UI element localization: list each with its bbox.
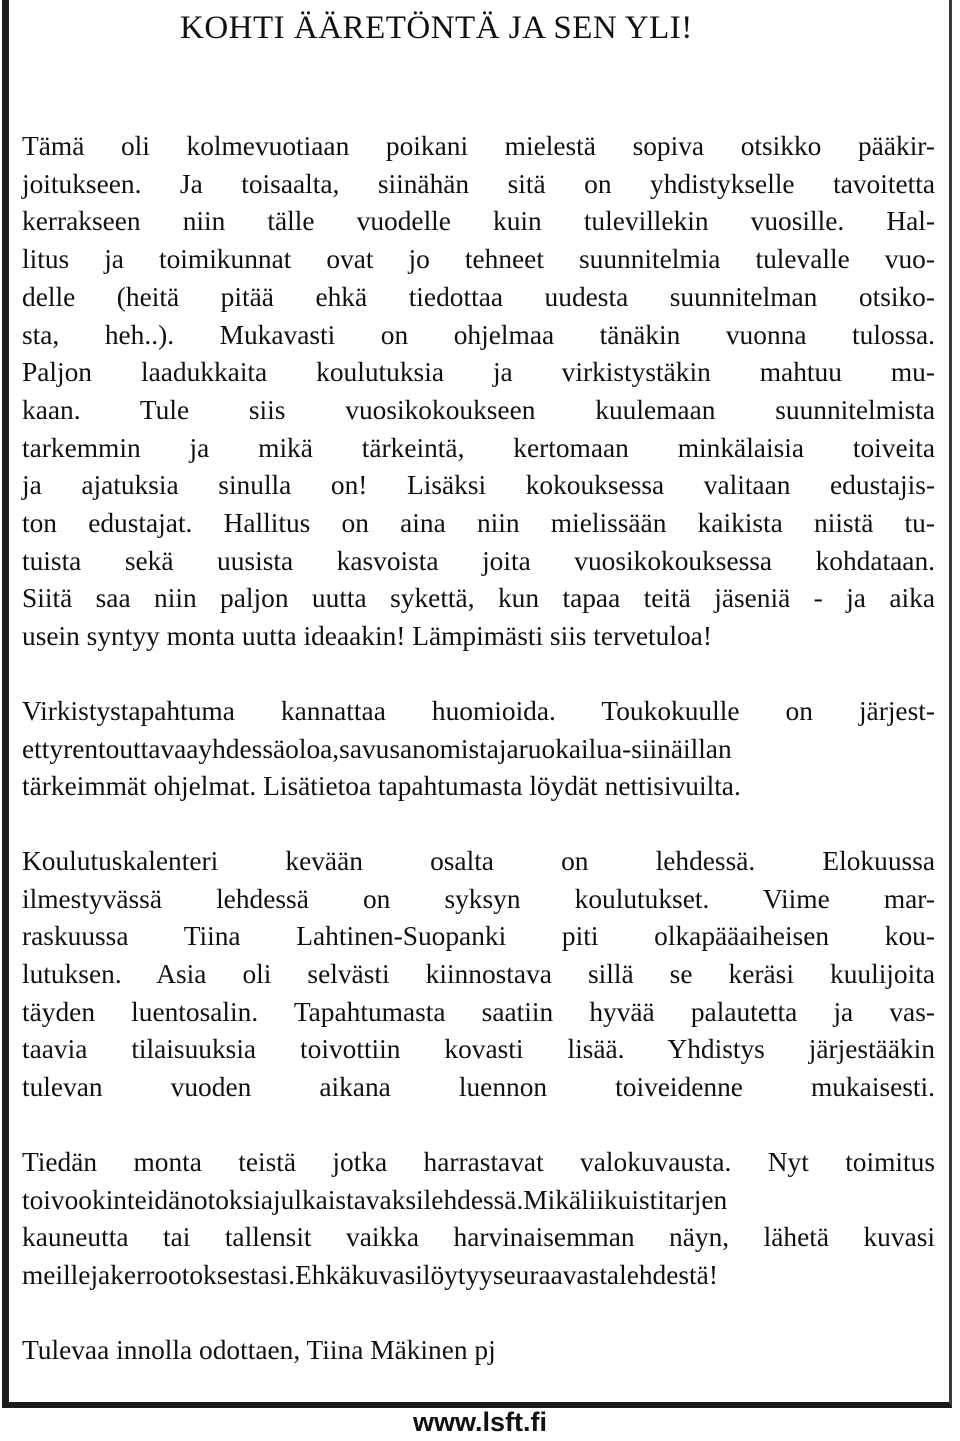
footer-website: www.lsft.fi (413, 1407, 547, 1437)
text-line: litus ja toimikunnat ovat jo tehneet suunnitelmia tulevalle vuo- (22, 244, 935, 275)
text-line: kerrakseen niin tälle vuodelle kuin tulevillekin vuosille. Hal- (22, 206, 935, 237)
text-line: täyden luentosalin. Tapahtumasta saatiin hyvää palautetta ja vas- (22, 996, 935, 1027)
text-line: Siitä saa niin paljon uutta sykettä, kun tapaa teitä jäseniä - ja aika (22, 583, 935, 614)
paragraph-recreation-event (22, 693, 935, 806)
text-line: tarkemmin ja mikä tärkeintä, kertomaan minkälaisia toiveita (22, 432, 935, 463)
text-line: sta, heh..). Mukavasti on ohjelmaa tänäkin vuonna tulossa. (22, 319, 935, 350)
paragraph-training-calendar (22, 843, 935, 1107)
text-line: usein syntyy monta uutta ideaakin! Lämpimästi siis tervetuloa! (22, 621, 712, 652)
text-line: tuista sekä uusista kasvoista joita vuosikokouksessa kohdataan. (22, 545, 935, 576)
paragraph-intro (22, 128, 935, 656)
paragraph-photography (22, 1144, 935, 1295)
text-line: Tiedän monta teistä jotka harrastavat valokuvausta. Nyt toimitus (22, 1146, 935, 1177)
article-title: KOHTI ÄÄRETÖNTÄ JA SEN YLI! (180, 10, 693, 46)
text-line: raskuussa Tiina Lahtinen-Suopanki piti olkapääaiheisen kou- (22, 921, 935, 952)
text-line: lutuksen. Asia oli selvästi kiinnostava sillä se keräsi kuulijoita (22, 959, 935, 990)
text-line: ton edustajat. Hallitus on aina niin mielissään kaikista niistä tu- (22, 508, 935, 539)
article-body (22, 128, 935, 1369)
text-line: Virkistystapahtuma kannattaa huomioida. Toukokuulle on järjest- (22, 695, 935, 726)
text-line: Paljon laadukkaita koulutuksia ja virkistystäkin mahtuu mu- (22, 357, 935, 388)
text-line: tärkeimmät ohjelmat. Lisätietoa tapahtumasta löydät nettisivuilta. (22, 771, 741, 802)
text-line: ettyrentouttavaayhdessäoloa,savusanomistajaruokailua-siinäillan (22, 733, 732, 764)
text-line: taavia tilaisuuksia toivottiin kovasti lisää. Yhdistys järjestääkin (22, 1034, 935, 1065)
text-line: ja ajatuksia sinulla on! Lisäksi kokouksessa valitaan edustajis- (22, 470, 935, 501)
text-line: toivookinteidänotoksiajulkaistavaksilehdessä.Mikäliikuistitarjen (22, 1184, 728, 1215)
text-line: meillejakerrootoksestasi.Ehkäkuvasilöytyyseuraavastalehdestä! (22, 1259, 718, 1290)
text-line: kaan. Tule siis vuosikokoukseen kuulemaan suunnitelmista (22, 394, 935, 425)
text-line: delle (heitä pitää ehkä tiedottaa uudesta suunnitelman otsiko- (22, 281, 935, 312)
text-line: kauneutta tai tallensit vaikka harvinaisemman näyn, lähetä kuvasi (22, 1222, 935, 1253)
text-line: Tämä oli kolmevuotiaan poikani mielestä sopiva otsikko pääkir- (22, 131, 935, 161)
text-line: Koulutuskalenteri kevään osalta on lehdessä. Elokuussa (22, 845, 935, 876)
text-line: joitukseen. Ja toisaalta, siinähän sitä on yhdistykselle tavoitetta (22, 168, 935, 199)
paragraph-signature (22, 1332, 935, 1370)
signature-line: Tulevaa innolla odottaen, Tiina Mäkinen pj (22, 1334, 496, 1365)
text-line: tulevan vuoden aikana luennon toiveidenne mukaisesti. (22, 1072, 935, 1103)
text-line: ilmestyvässä lehdessä on syksyn koulutukset. Viime mar- (22, 883, 935, 914)
